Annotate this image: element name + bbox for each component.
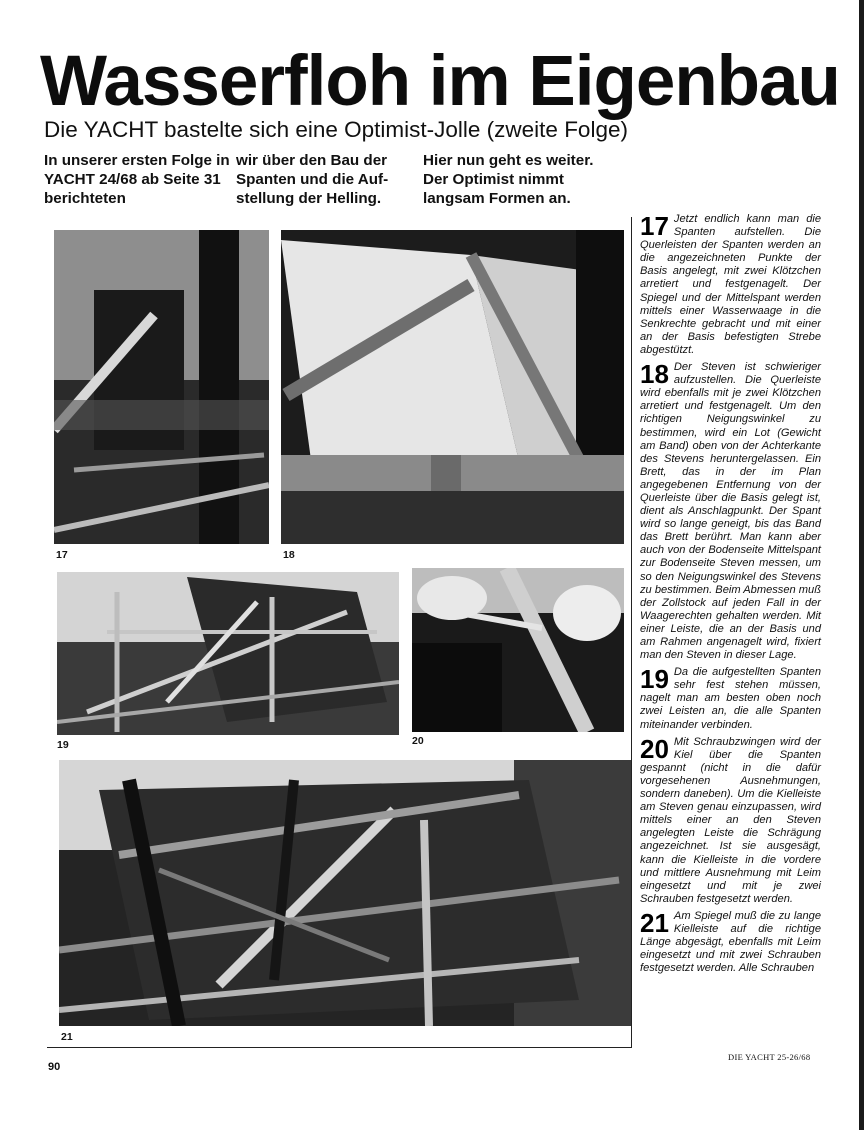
photo-caption: 19 (57, 739, 69, 751)
photo-caption: 20 (412, 735, 424, 747)
photo-grid (47, 217, 632, 1048)
step-18 (640, 361, 821, 662)
step-number: 18 (640, 359, 669, 390)
intro-column-2: wir über den Bau der Spanten und die Aufstellung der Helling. (236, 152, 389, 207)
photo-caption: 17 (56, 549, 68, 561)
step-21 (640, 907, 821, 975)
article-subtitle: Die YACHT bastelte sich eine Optimist-Jolle (zweite Folge) (44, 117, 628, 142)
step-number: 21 (640, 907, 669, 938)
step-number: 19 (640, 664, 669, 695)
step-20 (640, 733, 821, 906)
photo-19 (57, 572, 399, 735)
step-number: 17 (640, 211, 669, 241)
step-text: Mit Schraubzwingen wird der Kiel über die Spanten gespannt (nicht in die dafür vorgesehenen Ausnehmungen, sondern daneben). Um die Kielleiste am Steven genau einzupassen, wird mittels einer an den Steven angelegten Leiste die Schrägung angezeichnet. Ist sie ausgesägt, kann die Kielleiste in die vordere und mittlere Ausnehmung mit Leim eingesetzt und mit je zwei Schrauben festgesetzt werden. (640, 735, 821, 905)
intro-column-3: Hier nun geht es weiter. Der Optimist nimmt langsam Formen an. (423, 152, 594, 207)
photo-20 (412, 568, 624, 732)
step-text: Der Steven ist schwieriger aufzustellen. Die Querleiste wird ebenfalls mit je zwei Klötzchen arretiert und festgenagelt. Um den richtigen Neigungswinkel zu bestimmen, wird ein Lot (Gewicht am Band) oben von der Achterkante des Stevens heruntergelassen. Ein Brett, das in der im Plan angegebenen Entfernung von der Querleiste über die Basis gelegt ist, dient als Anschlagpunkt. Der Spant wird so lange geneigt, bis das Band das Brett berührt. Man kann aber auch von der Bodenseite Mittelspant zur Bodenseite Steven messen, um so den Neigungswinkel des Stevens zu bestimmen. Beim Abmessen muß der Zollstock auf jeden Fall in der Waagerechten gehalten werden. Mit einer Leiste, die an der Basis und am Rahmen angenagelt wird, fixiert man den Steven in dieser Lage. (640, 361, 821, 662)
step-instructions (640, 213, 821, 979)
page-edge-bar (859, 0, 864, 1130)
photo-17 (54, 230, 269, 544)
article-title: Wasserfloh im Eigenbau (40, 42, 840, 121)
step-text: Da die aufgestellten Spanten sehr fest stehen müssen, nagelt man am besten oben noch zwei Leisten an, die alle Spanten miteinander verbinden. (640, 666, 821, 731)
step-19 (640, 666, 821, 731)
photo-18 (281, 230, 624, 544)
step-text: Jetzt endlich kann man die Spanten aufstellen. Die Querleisten der Spanten werden an die angezeichneten Punkte der Basis angelegt, mit zwei Klötzchen arretiert und festgenagelt. Der Spiegel und der Mittelspant werden mittels einer Wasserwaage in die Senkrechte gebracht und mit einer an der Basis befestigten Strebe abgestützt. (640, 213, 821, 356)
page-number: 90 (48, 1061, 61, 1073)
running-title: DIE YACHT 25-26/68 (728, 1052, 811, 1062)
step-text: Am Spiegel muß die zu lange Kielleiste auf die richtige Länge abgesägt, ebenfalls mit Leim eingesetzt und mit zwei Schrauben festgesetzt werden. Alle Schrauben (640, 909, 821, 975)
intro-column-1: In unserer ersten Folge in YACHT 24/68 ab Seite 31 berichteten (44, 152, 230, 207)
photo-21 (59, 760, 631, 1026)
step-17 (640, 213, 821, 357)
step-number: 20 (640, 733, 669, 764)
photo-caption: 21 (61, 1031, 73, 1043)
photo-caption: 18 (283, 549, 295, 561)
